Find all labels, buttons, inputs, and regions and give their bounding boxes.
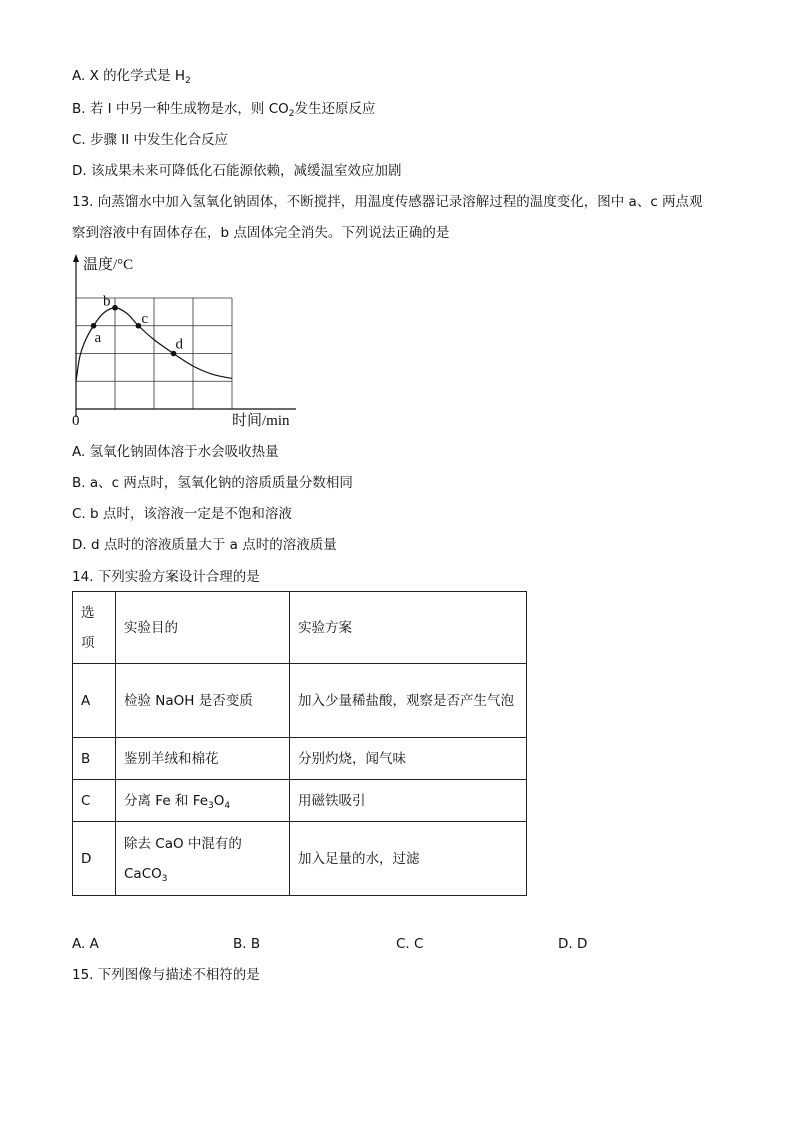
temperature-chart [64,252,304,432]
chart-point-label-b: b [103,293,111,310]
q14-stem: 14. 下列实验方案设计合理的是 [72,569,260,585]
row-option: C [73,780,116,822]
table-row [73,738,527,780]
row-plan: 分别灼烧，闻气味 [290,738,527,780]
table-row [73,664,527,738]
row-option: D [73,822,116,896]
q13-option-b: B. a、c 两点时，氢氧化钠的溶质质量分数相同 [72,475,353,491]
row-plan: 加入少量稀盐酸，观察是否产生气泡 [290,664,527,738]
q13-option-c: C. b 点时，该溶液一定是不饱和溶液 [72,506,292,522]
header-purpose: 实验目的 [116,592,290,664]
origin-label: 0 [72,413,80,429]
row-option: A [73,664,116,738]
table-header-row [73,592,527,664]
y-axis-label: 温度/°C [83,257,134,273]
row-plan: 用磁铁吸引 [290,780,527,822]
row-purpose: 检验 NaOH 是否变质 [116,664,290,738]
q13-stem-line-2: 察到溶液中有固体存在，b 点固体完全消失。下列说法正确的是 [72,225,450,241]
q12-option-d: D. 该成果未来可降低化石能源依赖，减缓温室效应加剧 [72,163,402,179]
chart-point-a [91,323,97,329]
row-plan: 加入足量的水，过滤 [290,822,527,896]
q13-option-a: A. 氢氧化钠固体溶于水会吸收热量 [72,444,279,460]
q12-option-c: C. 步骤 II 中发生化合反应 [72,132,229,148]
chart-point-label-a: a [94,329,102,346]
row-purpose: 鉴别羊绒和棉花 [116,738,290,780]
chart-grid [76,298,232,409]
row-purpose: 分离 Fe 和 $Fe_3O_4$ [116,780,290,822]
chart-point-label-d: d [175,336,183,353]
q13-stem-line-1: 13. 向蒸馏水中加入氢氧化钠固体，不断搅拌，用温度传感器记录溶解过程的温度变化，图中 a、c 两点观 [72,194,703,210]
chart-point-b [112,305,118,311]
chart-point-label-c: c [141,310,149,327]
y-axis-arrow [73,254,79,262]
q14-table [72,591,527,896]
q12-option-b: B. 若 I 中另一种生成物是水，则 $CO_2$发生还原反应 [72,101,376,119]
q14-answer-b: B. B [233,936,261,952]
table-row [73,780,527,822]
q14-answer-a: A. A [72,936,99,952]
row-purpose: 除去 CaO 中混有的 CaCO$_3$ [116,822,290,896]
table-row [73,822,527,896]
header-plan: 实验方案 [290,592,527,664]
q13-option-d: D. d 点时的溶液质量大于 a 点时的溶液质量 [72,537,337,553]
header-option: 选项 [73,592,116,664]
q15-stem: 15. 下列图像与描述不相符的是 [72,967,260,983]
chart-point-c [136,323,142,329]
row-option: B [73,738,116,780]
q14-answer-d: D. D [558,936,588,952]
q14-answer-c: C. C [396,936,424,952]
q12-option-a: A. X 的化学式是 $H_2$ [72,68,191,86]
x-axis-label: 时间/min [232,413,290,429]
